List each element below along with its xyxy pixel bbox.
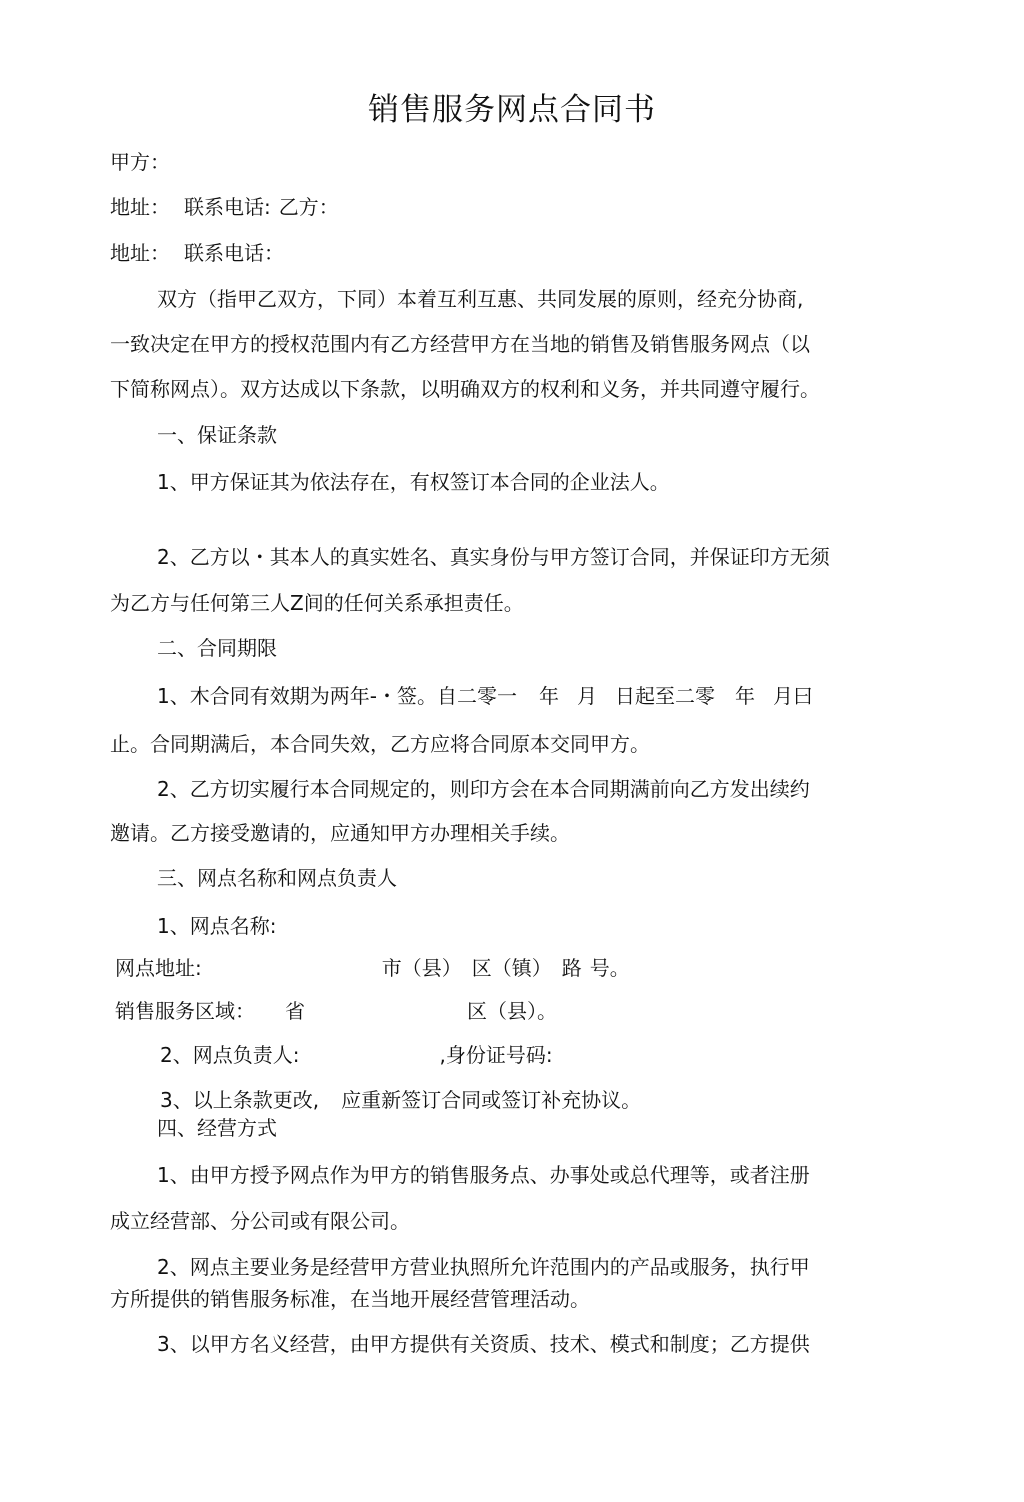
number-label: 号。 bbox=[589, 956, 630, 980]
address-line-1 bbox=[110, 193, 339, 221]
outlet-address-line bbox=[115, 954, 630, 982]
clause-text: 方所提供的销售服务标准，在当地开展经营管理活动。 bbox=[110, 1287, 590, 1311]
phone-label: 联系电话： bbox=[184, 241, 284, 265]
day-label: 日起至二零 bbox=[614, 684, 715, 708]
section-heading: 一、保证条款 bbox=[157, 423, 277, 447]
address-line-2 bbox=[110, 239, 284, 267]
intro-paragraph-line: 下简称网点）。双方达成以下条款，以明确双方的权利和义务，并共同遵守履行。 bbox=[110, 377, 820, 401]
amendment-text: 应重新签订合同或签订补充协议。 bbox=[341, 1088, 642, 1112]
intro-paragraph-line: 双方（指甲乙双方，下同）本着互利互惠、共同发展的原则，经充分协商, bbox=[157, 287, 804, 311]
clause-text: 1、甲方保证其为依法存在，有权签订本合同的企业法人。 bbox=[157, 470, 670, 494]
clause-text: 1、网点名称: bbox=[157, 914, 277, 938]
section-heading: 四、经营方式 bbox=[157, 1116, 277, 1140]
area-district-label: 区（县）。 bbox=[467, 999, 557, 1023]
phone-label: 联系电话: bbox=[184, 195, 271, 219]
clause-text: 2、乙方切实履行本合同规定的，则印方会在本合同期满前向乙方发出续约 bbox=[157, 777, 810, 801]
section-heading: 二、合同期限 bbox=[157, 636, 277, 660]
clause-text: 2、乙方以・其本人的真实姓名、真实身份与甲方签订合同，并保证印方无须 bbox=[157, 545, 830, 569]
term-text: 1、木合同有效期为两年-・签。自二零一 bbox=[157, 684, 517, 708]
clause-text: 成立经营部、分公司或有限公司。 bbox=[110, 1209, 410, 1233]
party-b-label: 乙方： bbox=[278, 195, 339, 219]
clause-text: 1、由甲方授予网点作为甲方的销售服务点、办事处或总代理等，或者注册 bbox=[157, 1163, 810, 1187]
section-heading: 三、网点名称和网点负责人 bbox=[157, 866, 397, 890]
year-label: 年 bbox=[538, 684, 559, 708]
road-label: 路 bbox=[561, 956, 582, 980]
address-label: 地址： bbox=[110, 241, 170, 265]
amendment-line bbox=[160, 1086, 641, 1114]
party-a-label: 甲方： bbox=[110, 150, 170, 174]
province-label: 省 bbox=[285, 999, 305, 1023]
manager-label: 2、网点负责人: bbox=[160, 1043, 300, 1067]
address-label: 地址： bbox=[110, 195, 170, 219]
year-label: 年 bbox=[734, 684, 755, 708]
manager-line bbox=[160, 1041, 553, 1069]
term-line bbox=[157, 682, 813, 710]
month-label: 月 bbox=[576, 684, 597, 708]
amendment-text: 3、以上条款更改, bbox=[160, 1088, 320, 1112]
service-area-label: 销售服务区域： bbox=[115, 999, 255, 1023]
clause-text: 3、以甲方名义经营，由甲方提供有关资质、技术、模式和制度；乙方提供 bbox=[157, 1332, 810, 1356]
city-label: 市（县） bbox=[381, 956, 462, 980]
service-area-line bbox=[115, 997, 557, 1025]
clause-text: 止。合同期满后，本合同失效，乙方应将合同原本交同甲方。 bbox=[110, 732, 650, 756]
district-label: 区（镇） bbox=[471, 956, 552, 980]
id-number-label: ,身份证号码: bbox=[439, 1043, 553, 1067]
document-title: 销售服务网点合同书 bbox=[368, 92, 656, 128]
clause-text: 2、网点主要业务是经营甲方营业执照所允许范围内的产品或服务，执行甲 bbox=[157, 1255, 810, 1279]
clause-text: 为乙方与任何第三人Z间的任何关系承担责任。 bbox=[110, 591, 524, 615]
clause-text: 邀请。乙方接受邀请的，应通知甲方办理相关手续。 bbox=[110, 821, 570, 845]
month-label: 月曰 bbox=[772, 684, 813, 708]
intro-paragraph-line: 一致决定在甲方的授权范围内有乙方经营甲方在当地的销售及销售服务网点（以 bbox=[110, 332, 810, 356]
outlet-address-label: 网点地址: bbox=[115, 956, 202, 980]
